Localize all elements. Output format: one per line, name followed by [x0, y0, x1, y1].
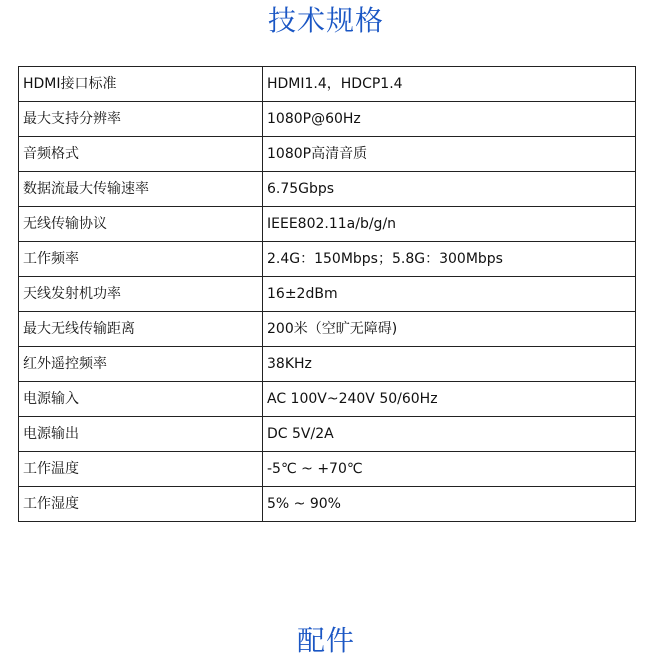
spec-value: 5% ~ 90%: [263, 487, 636, 522]
table-row: [19, 487, 636, 522]
spec-value: 2.4G：150Mbps；5.8G：300Mbps: [263, 242, 636, 277]
spec-label: 工作频率: [19, 242, 263, 277]
table-row: [19, 277, 636, 312]
table-row: [19, 347, 636, 382]
spec-value: DC 5V/2A: [263, 417, 636, 452]
spec-value: -5℃ ~ +70℃: [263, 452, 636, 487]
spec-value: 1080P高清音质: [263, 137, 636, 172]
table-row: [19, 417, 636, 452]
spec-value: AC 100V~240V 50/60Hz: [263, 382, 636, 417]
spec-label: 无线传输协议: [19, 207, 263, 242]
spec-label: 最大支持分辨率: [19, 102, 263, 137]
table-row: [19, 242, 636, 277]
spec-table-body: [19, 67, 636, 522]
spec-label: 电源输入: [19, 382, 263, 417]
table-row: [19, 312, 636, 347]
spec-label: 红外遥控频率: [19, 347, 263, 382]
spec-value: 38KHz: [263, 347, 636, 382]
spec-label: HDMI接口标准: [19, 67, 263, 102]
spec-label: 音频格式: [19, 137, 263, 172]
table-row: [19, 382, 636, 417]
spec-value: 200米（空旷无障碍): [263, 312, 636, 347]
spec-value: 16±2dBm: [263, 277, 636, 312]
spec-label: 天线发射机功率: [19, 277, 263, 312]
spec-label: 电源输出: [19, 417, 263, 452]
table-row: [19, 207, 636, 242]
table-row: [19, 102, 636, 137]
spec-value: HDMI1.4，HDCP1.4: [263, 67, 636, 102]
accessories-section-title: 配件: [296, 624, 355, 657]
spec-value: 1080P@60Hz: [263, 102, 636, 137]
table-row: [19, 452, 636, 487]
spec-label: 数据流最大传输速率: [19, 172, 263, 207]
spec-table: [18, 66, 636, 522]
table-row: [19, 67, 636, 102]
spec-value: 6.75Gbps: [263, 172, 636, 207]
spec-label: 工作湿度: [19, 487, 263, 522]
spec-label: 最大无线传输距离: [19, 312, 263, 347]
specs-section-title: 技术规格: [267, 4, 384, 37]
table-row: [19, 137, 636, 172]
spec-value: IEEE802.11a/b/g/n: [263, 207, 636, 242]
table-row: [19, 172, 636, 207]
spec-label: 工作温度: [19, 452, 263, 487]
